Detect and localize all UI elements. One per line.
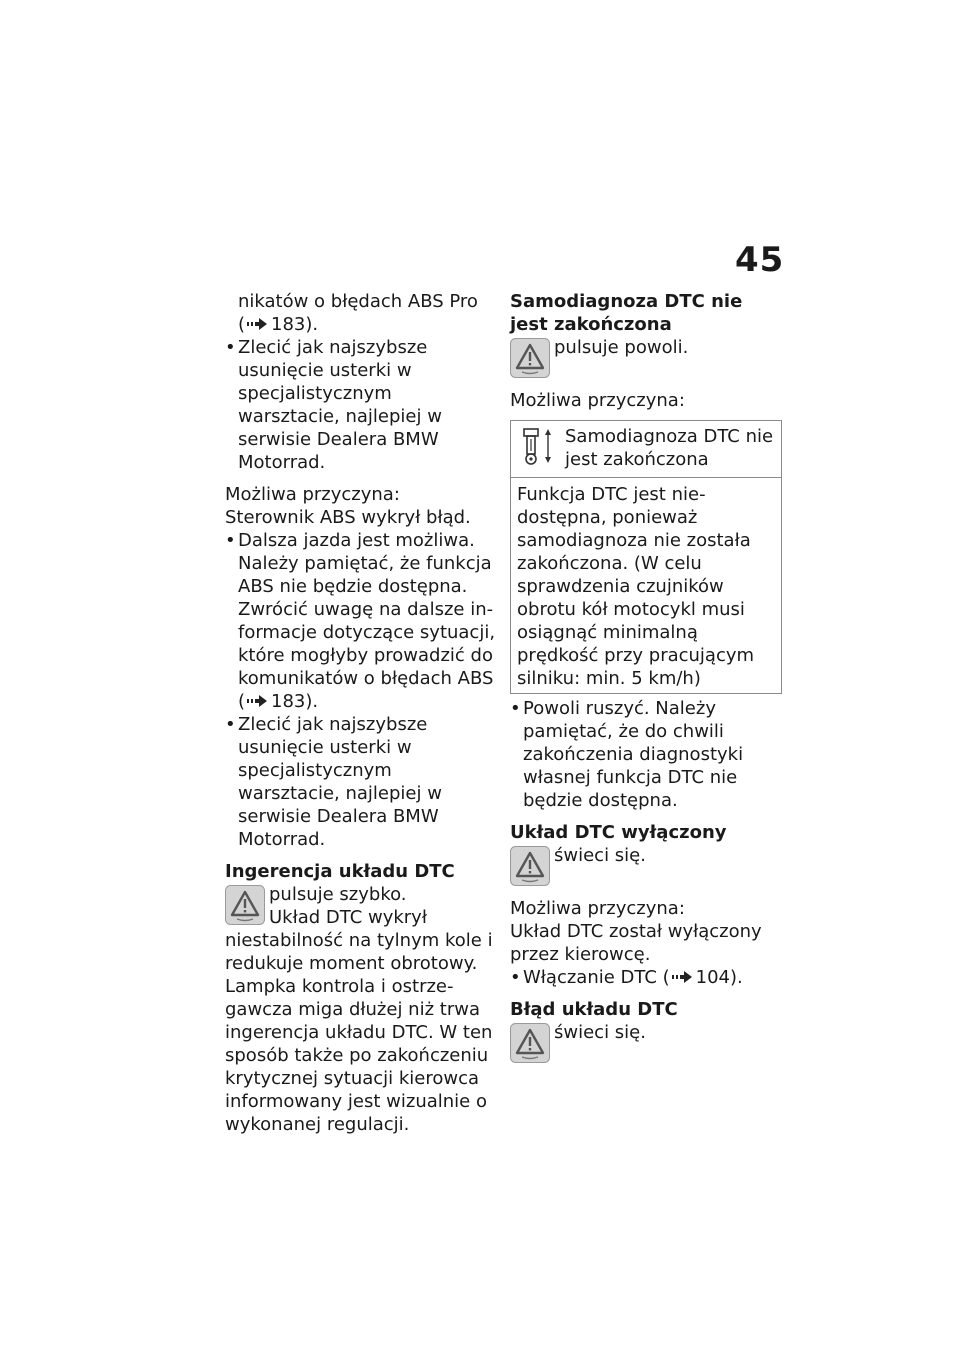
warning-triangle-icon xyxy=(510,338,550,378)
status-text: pulsuje szybko. xyxy=(269,884,407,905)
info-box xyxy=(510,420,782,694)
wheel-sensor-icon xyxy=(521,425,555,467)
ref-page: 104). xyxy=(695,967,743,988)
cause-label: Możliwa przyczyna: xyxy=(225,484,400,505)
warning-triangle-icon xyxy=(510,1023,550,1063)
right-column xyxy=(510,290,782,1065)
list-item: • Powoli ruszyć. Należy pamiętać, że do chwili zakończenia diagnostyki własnej funkcja DTC nie będzie dostępna. xyxy=(510,697,782,812)
arrow-ref-icon xyxy=(672,970,694,984)
cause-text: Sterownik ABS wykrył błąd. xyxy=(225,507,471,528)
warning-triangle-icon xyxy=(225,885,265,925)
continued-ref: ( 183). xyxy=(238,314,319,335)
cause-text: Układ DTC został wyłączony przez kierowcę. xyxy=(510,921,762,965)
list-item: • Włączanie DTC ( 104). xyxy=(510,966,782,989)
status-block xyxy=(225,883,497,1136)
cause-label: Możliwa przyczyna: xyxy=(510,898,685,919)
arrow-ref-icon xyxy=(247,694,269,708)
description: Układ DTC wykrył niestabilność na tylnym kole i redukuje moment obrotowy. Lampka kontrola i ostrzegawcza miga dłużej niż trwa ingerencja układu DTC. W ten sposób także po zakończeniu krytycznej sytuacji kierowca informowany jest wizualnie o wykonanej regulacji. xyxy=(225,907,493,1135)
section-heading: Błąd układu DTC xyxy=(510,999,678,1020)
page-number: 45 xyxy=(735,240,785,280)
status-text: świeci się. xyxy=(554,845,646,866)
status-block xyxy=(510,336,782,380)
section-heading: Samodiagnoza DTC nie jest zakończona xyxy=(510,291,743,335)
list-item: • Zlecić jak najszybsze usunięcie usterki w specjalistycznym warsztacie, najlepiej w serwisie Dealera BMW Motorrad. xyxy=(225,336,497,474)
info-box-body: Funkcja DTC jest niedostępna, ponieważ samodiagnoza nie została zakończona. (W celu sprawdzenia czujników obrotu kół motocykl musi osiągnąć minimalną prędkość przy pracującym silniku: min. 5 km/h) xyxy=(517,484,755,689)
list-item: • Dalsza jazda jest możliwa. Należy pamiętać, że funkcja ABS nie będzie dostępna. Zwrócić uwagę na dalsze informacje dotyczące sytuacji, które mogłyby prowadzić do komunikatów o błędach ABS ( 183). xyxy=(225,529,497,713)
left-column xyxy=(225,290,497,1136)
info-box-title: Samodiagnoza DTC nie jest zakończona xyxy=(565,426,774,470)
cause-label: Możliwa przyczyna: xyxy=(510,390,685,411)
section-heading: Układ DTC wyłączony xyxy=(510,822,727,843)
warning-triangle-icon xyxy=(510,846,550,886)
status-text: świeci się. xyxy=(554,1022,646,1043)
info-box-header xyxy=(511,421,781,478)
arrow-ref-icon xyxy=(247,317,269,331)
section-heading: Ingerencja układu DTC xyxy=(225,861,455,882)
list-item: • Zlecić jak najszybsze usunięcie usterki w specjalistycznym warsztacie, najlepiej w serwisie Dealera BMW Motorrad. xyxy=(225,713,497,851)
status-block xyxy=(510,1021,782,1065)
ref-page: 183). xyxy=(271,691,319,712)
ref-page: 183). xyxy=(271,314,319,335)
status-block xyxy=(510,844,782,888)
continued-text: nikatów o błędach ABS Pro xyxy=(238,291,478,312)
status-text: pulsuje powoli. xyxy=(554,337,689,358)
